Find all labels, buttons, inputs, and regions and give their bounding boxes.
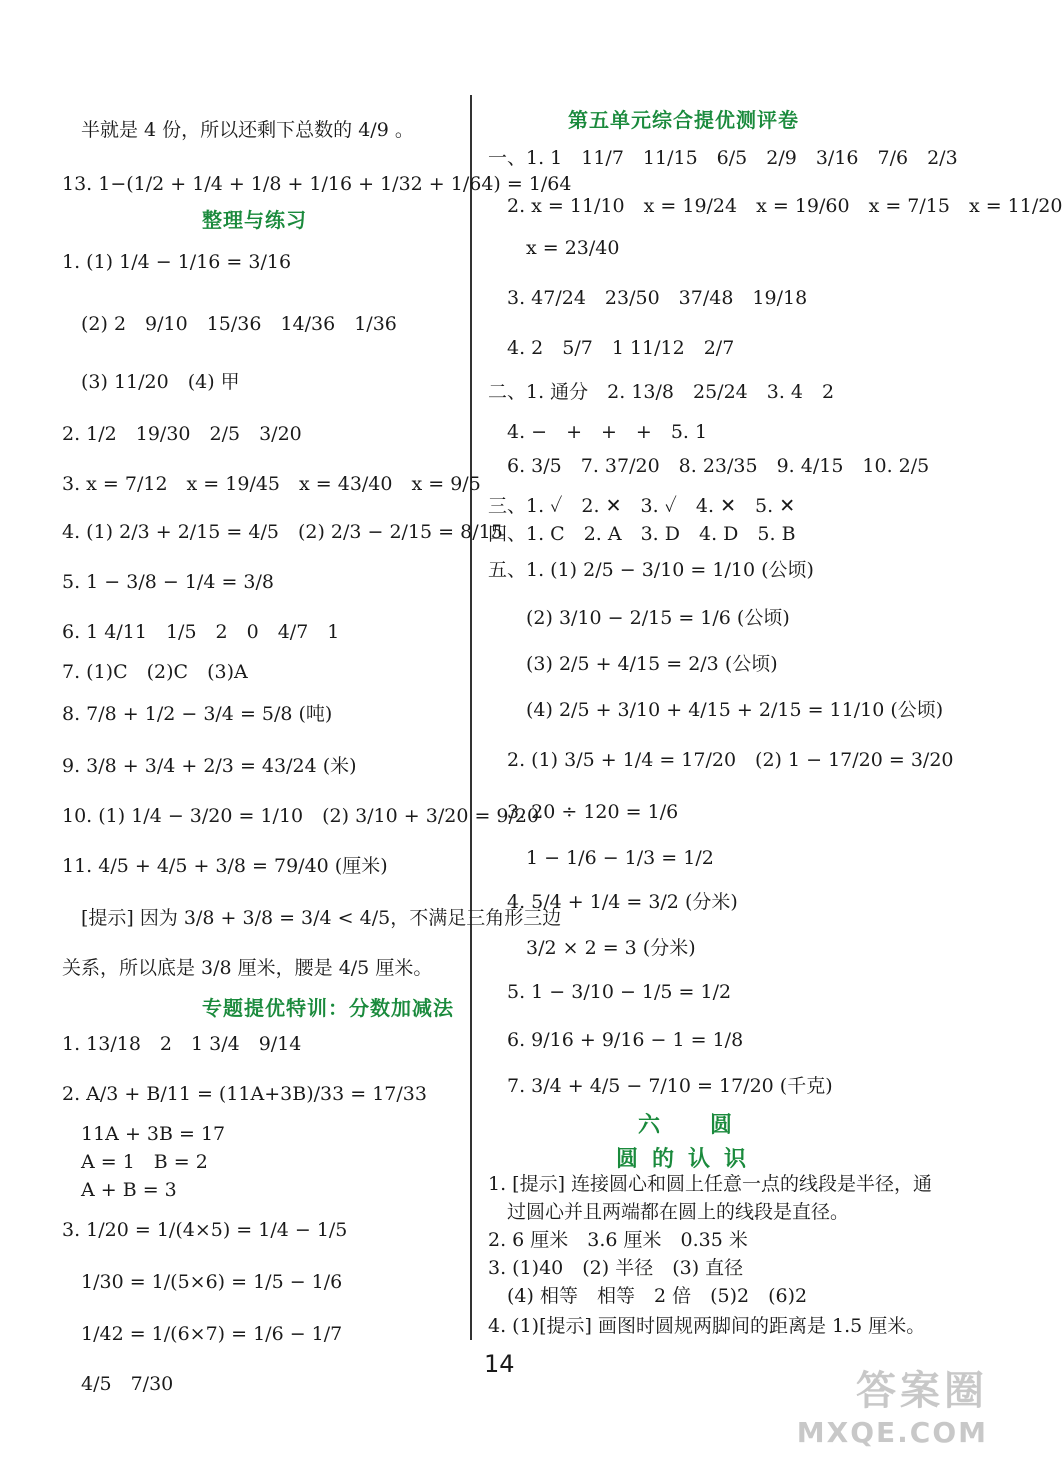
- answer-line: 8. 7/8 + 1/2 − 3/4 = 5/8 (吨): [62, 703, 333, 725]
- answer-line: 6. 9/16 + 9/16 − 1 = 1/8: [488, 1029, 744, 1051]
- answer-line: 4. 5/4 + 1/4 = 3/2 (分米): [488, 891, 738, 913]
- answer-line: (2) 3/10 − 2/15 = 1/6 (公顷): [488, 607, 790, 629]
- section-title: 圆的认识: [616, 1147, 761, 1172]
- answer-line: 1. [提示] 连接圆心和圆上任意一点的线段是半径，通: [488, 1173, 933, 1195]
- column-divider: [470, 95, 472, 1340]
- answer-line: x = 23/40: [488, 237, 620, 259]
- answer-line: 2. (1) 3/5 + 1/4 = 17/20 (2) 1 − 17/20 = 3/20: [488, 749, 954, 771]
- answer-line: 4. (1)[提示] 画图时圆规两脚间的距离是 1.5 厘米。: [488, 1315, 926, 1337]
- answer-line: 3. 47/24 23/50 37/48 19/18: [488, 287, 808, 309]
- answer-line: 11. 4/5 + 4/5 + 3/8 = 79/40 (厘米): [62, 855, 388, 877]
- answer-line: 5. 1 − 3/8 − 1/4 = 3/8: [62, 571, 274, 593]
- answer-line: 3/2 × 2 = 3 (分米): [488, 937, 696, 959]
- answer-line: 1/30 = 1/(5×6) = 1/5 − 1/6: [62, 1271, 343, 1293]
- watermark-logo: [797, 1359, 988, 1449]
- answer-line: 4. (1) 2/3 + 2/15 = 4/5 (2) 2/3 − 2/15 = 8/15: [62, 521, 503, 543]
- watermark-line-2: MXQE.COM: [796, 1416, 988, 1449]
- answer-line: 三、1. ✓ 2. ✕ 3. ✓ 4. ✕ 5. ✕: [488, 495, 796, 517]
- answer-line: [提示] 因为 3/8 + 3/8 = 3/4 < 4/5，不满足三角形三边: [62, 907, 562, 929]
- answer-line: 二、1. 通分 2. 13/8 25/24 3. 4 2: [488, 381, 835, 403]
- answer-line: (4) 相等 相等 2 倍 (5)2 (6)2: [488, 1285, 808, 1307]
- answer-line: 过圆心并且两端都在圆上的线段是直径。: [488, 1201, 850, 1223]
- answer-line: 2. x = 11/10 x = 19/24 x = 19/60 x = 7/15 x = 11/20: [488, 195, 1062, 217]
- section-title: 专题提优特训：分数加减法: [202, 996, 454, 1020]
- answer-line: 一、1. 1 11/7 11/15 6/5 2/9 3/16 7/6 2/3: [488, 147, 958, 169]
- answer-line: 7. 3/4 + 4/5 − 7/10 = 17/20 (千克): [488, 1075, 833, 1097]
- answer-line: 4. − + + + 5. 1: [488, 421, 708, 443]
- answer-line: 4/5 7/30: [62, 1373, 174, 1395]
- answer-line: 5. 1 − 3/10 − 1/5 = 1/2: [488, 981, 732, 1003]
- answer-line: 关系，所以底是 3/8 厘米，腰是 4/5 厘米。: [62, 957, 433, 979]
- answer-line: 3. 20 ÷ 120 = 1/6: [488, 801, 679, 823]
- answer-line: 2. A/3 + B/11 = (11A+3B)/33 = 17/33: [62, 1083, 427, 1105]
- answer-line: 6. 1 4/11 1/5 2 0 4/7 1: [62, 621, 340, 643]
- answer-line: 7. (1)C (2)C (3)A: [62, 661, 248, 683]
- answer-line: 1. 13/18 2 1 3/4 9/14: [62, 1033, 302, 1055]
- section-title: 整理与练习: [202, 208, 307, 232]
- watermark-line-1: 答案圈: [856, 1368, 988, 1414]
- answer-line: 11A + 3B = 17: [62, 1123, 226, 1145]
- page-number: 14: [484, 1350, 515, 1378]
- answer-line: A = 1 B = 2: [62, 1151, 208, 1173]
- answer-line: 半就是 4 份，所以还剩下总数的 4/9 。: [62, 119, 414, 141]
- answer-line: 3. (1)40 (2) 半径 (3) 直径: [488, 1257, 744, 1279]
- answer-line: 10. (1) 1/4 − 3/20 = 1/10 (2) 3/10 + 3/20 = 9/20: [62, 805, 540, 827]
- answer-line: 五、1. (1) 2/5 − 3/10 = 1/10 (公顷): [488, 559, 814, 581]
- answer-line: 四、1. C 2. A 3. D 4. D 5. B: [488, 523, 796, 545]
- answer-line: (3) 11/20 (4) 甲: [62, 371, 240, 393]
- answer-line: 3. 1/20 = 1/(4×5) = 1/4 − 1/5: [62, 1219, 348, 1241]
- answer-line: 2. 1/2 19/30 2/5 3/20: [62, 423, 302, 445]
- answer-line: A + B = 3: [62, 1179, 177, 1201]
- answer-line: 6. 3/5 7. 37/20 8. 23/35 9. 4/15 10. 2/5: [488, 455, 930, 477]
- answer-line: 13. 1−(1/2 + 1/4 + 1/8 + 1/16 + 1/32 + 1/64) = 1/64: [62, 173, 572, 195]
- answer-line: 4. 2 5/7 1 11/12 2/7: [488, 337, 735, 359]
- answer-line: 1/42 = 1/(6×7) = 1/6 − 1/7: [62, 1323, 343, 1345]
- answer-line: 1. (1) 1/4 − 1/16 = 3/16: [62, 251, 292, 273]
- answer-line: (3) 2/5 + 4/15 = 2/3 (公顷): [488, 653, 778, 675]
- answer-line: 2. 6 厘米 3.6 厘米 0.35 米: [488, 1229, 748, 1251]
- answer-line: (4) 2/5 + 3/10 + 4/15 + 2/15 = 11/10 (公顷): [488, 699, 944, 721]
- answer-line: 3. x = 7/12 x = 19/45 x = 43/40 x = 9/5: [62, 473, 481, 495]
- section-title: 第五单元综合提优测评卷: [568, 108, 799, 132]
- answer-line: 1 − 1/6 − 1/3 = 1/2: [488, 847, 714, 869]
- answer-line: (2) 2 9/10 15/36 14/36 1/36: [62, 313, 397, 335]
- section-title: 六 圆: [638, 1113, 747, 1138]
- answer-line: 9. 3/8 + 3/4 + 2/3 = 43/24 (米): [62, 755, 357, 777]
